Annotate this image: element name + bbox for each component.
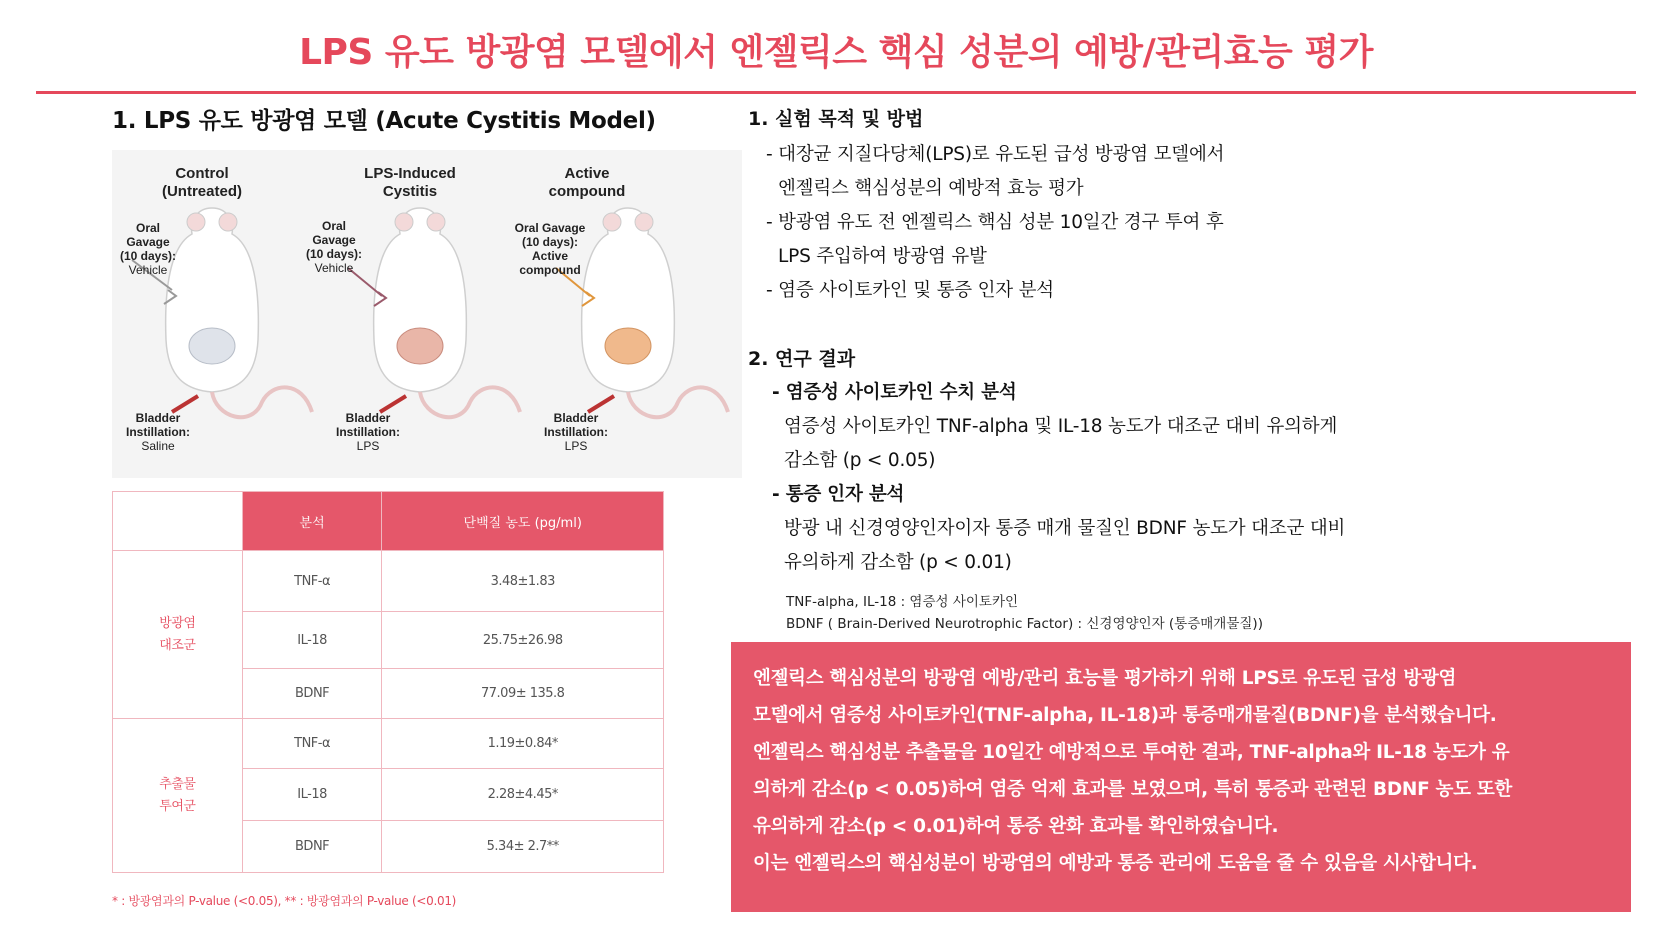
table-corner: [113, 492, 243, 551]
svg-text:(10 days):: (10 days):: [119, 249, 177, 263]
value-cell: 5.34± 2.7**: [382, 821, 664, 873]
group-extract: 추출물 투여군: [113, 719, 243, 873]
svg-text:Gavage: Gavage: [126, 235, 170, 249]
svg-text:Instillation:: Instillation:: [336, 425, 400, 439]
svg-text:Active: Active: [531, 249, 569, 263]
sec1-line: LPS 주입하여 방광염 유발: [778, 246, 987, 267]
value-cell: 1.19±0.84*: [382, 719, 664, 769]
result-line: 방광 내 신경영양인자이자 통증 매개 물질인 BDNF 농도가 대조군 대비: [784, 518, 1346, 539]
sec1-line: - 방광염 유도 전 엔젤릭스 핵심 성분 10일간 경구 투여 후: [766, 212, 1224, 233]
table-row: [113, 551, 664, 612]
summary-line: 엔젤릭스 핵심성분 추출물을 10일간 예방적으로 투여한 결과, TNF-alpha와 IL-18 농도가 유: [753, 742, 1510, 763]
value-cell: 2.28±4.45*: [382, 769, 664, 821]
svg-text:Bladder: Bladder: [553, 411, 599, 425]
sec1-line: 엔젤릭스 핵심성분의 예방적 효능 평가: [778, 178, 1084, 199]
table-footnote: * : 방광염과의 P-value (<0.05), ** : 방광염과의 P-value (<0.01): [112, 894, 457, 908]
abbrev-note: BDNF ( Brain-Derived Neurotrophic Factor) : 신경영양인자 (통증매개물질)): [786, 616, 1263, 632]
analyte-cell: BDNF: [242, 821, 382, 873]
result-subtitle-pain: - 통증 인자 분석: [772, 484, 905, 505]
section1-title: 1. 실험 목적 및 방법: [748, 108, 924, 130]
page-title: LPS 유도 방광염 모델에서 엔젤릭스 핵심 성분의 예방/관리효능 평가: [299, 32, 1373, 73]
svg-text:(10 days):: (10 days):: [305, 247, 363, 261]
group-control: 방광염 대조군: [113, 551, 243, 719]
svg-text:Bladder: Bladder: [135, 411, 181, 425]
svg-text:compound: compound: [519, 263, 581, 277]
result-line: 감소함 (p < 0.05): [784, 450, 936, 471]
svg-text:Instillation:: Instillation:: [126, 425, 190, 439]
result-line: 염증성 사이토카인 TNF-alpha 및 IL-18 농도가 대조군 대비 유의하게: [784, 416, 1338, 437]
abbrev-note: TNF-alpha, IL-18 : 염증성 사이토카인: [786, 594, 1019, 610]
table-header-value: 단백질 농도 (pg/ml): [382, 492, 664, 551]
svg-text:Oral Gavage: Oral Gavage: [514, 221, 586, 235]
result-line: 유의하게 감소함 (p < 0.01): [784, 552, 1012, 573]
summary-line: 모델에서 염증성 사이토카인(TNF-alpha, IL-18)과 통증매개물질(BDNF)을 분석했습니다.: [753, 705, 1497, 726]
analyte-cell: TNF-α: [242, 551, 382, 612]
panel1-heading-1: Control: [175, 165, 229, 182]
svg-text:Vehicle: Vehicle: [314, 261, 354, 275]
analyte-cell: BDNF: [242, 669, 382, 719]
summary-line: 의하게 감소(p < 0.05)하여 염증 억제 효과를 보였으며, 특히 통증과 관련된 BDNF 농도 또한: [753, 779, 1512, 800]
svg-text:Vehicle: Vehicle: [128, 263, 168, 277]
result-subtitle-cytokine: - 염증성 사이토카인 수치 분석: [772, 382, 1017, 403]
panel2-heading-2: Cystitis: [382, 183, 438, 200]
summary-line: 이는 엔젤릭스의 핵심성분이 방광염의 예방과 통증 관리에 도움을 줄 수 있음을 시사합니다.: [753, 853, 1478, 874]
analyte-cell: IL-18: [242, 769, 382, 821]
svg-text:Bladder: Bladder: [345, 411, 391, 425]
table-header-analyte: 분석: [242, 492, 382, 551]
svg-text:LPS: LPS: [564, 439, 588, 453]
table-row: [113, 719, 664, 769]
svg-text:Oral: Oral: [321, 219, 347, 233]
summary-line: 유의하게 감소(p < 0.01)하여 통증 완화 효과를 확인하였습니다.: [753, 816, 1279, 837]
results-table: [112, 491, 664, 873]
mouse-model-illustration: [112, 150, 742, 478]
panel3-heading-2: compound: [548, 183, 626, 200]
panel3-heading-1: Active: [564, 165, 610, 182]
section2-title: 2. 연구 결과: [748, 348, 856, 370]
svg-text:LPS: LPS: [356, 439, 380, 453]
title-divider: [36, 91, 1636, 94]
summary-line: 엔젤릭스 핵심성분의 방광염 예방/관리 효능를 평가하기 위해 LPS로 유도된 급성 방광염: [753, 668, 1457, 689]
analyte-cell: IL-18: [242, 612, 382, 669]
sec1-line: - 대장균 지질다당체(LPS)로 유도된 급성 방광염 모델에서: [766, 144, 1225, 165]
analyte-cell: TNF-α: [242, 719, 382, 769]
value-cell: 25.75±26.98: [382, 612, 664, 669]
svg-text:Instillation:: Instillation:: [544, 425, 608, 439]
summary-box: [731, 642, 1631, 912]
svg-text:Oral: Oral: [135, 221, 161, 235]
left-section-title: 1. LPS 유도 방광염 모델 (Acute Cystitis Model): [112, 108, 656, 134]
value-cell: 3.48±1.83: [382, 551, 664, 612]
svg-text:Gavage: Gavage: [312, 233, 356, 247]
panel2-heading-1: LPS-Induced: [364, 165, 456, 182]
svg-text:(10 days):: (10 days):: [521, 235, 579, 249]
value-cell: 77.09± 135.8: [382, 669, 664, 719]
panel1-heading-2: (Untreated): [161, 183, 243, 200]
svg-text:Saline: Saline: [141, 439, 175, 453]
sec1-line: - 염증 사이토카인 및 통증 인자 분석: [766, 280, 1054, 301]
